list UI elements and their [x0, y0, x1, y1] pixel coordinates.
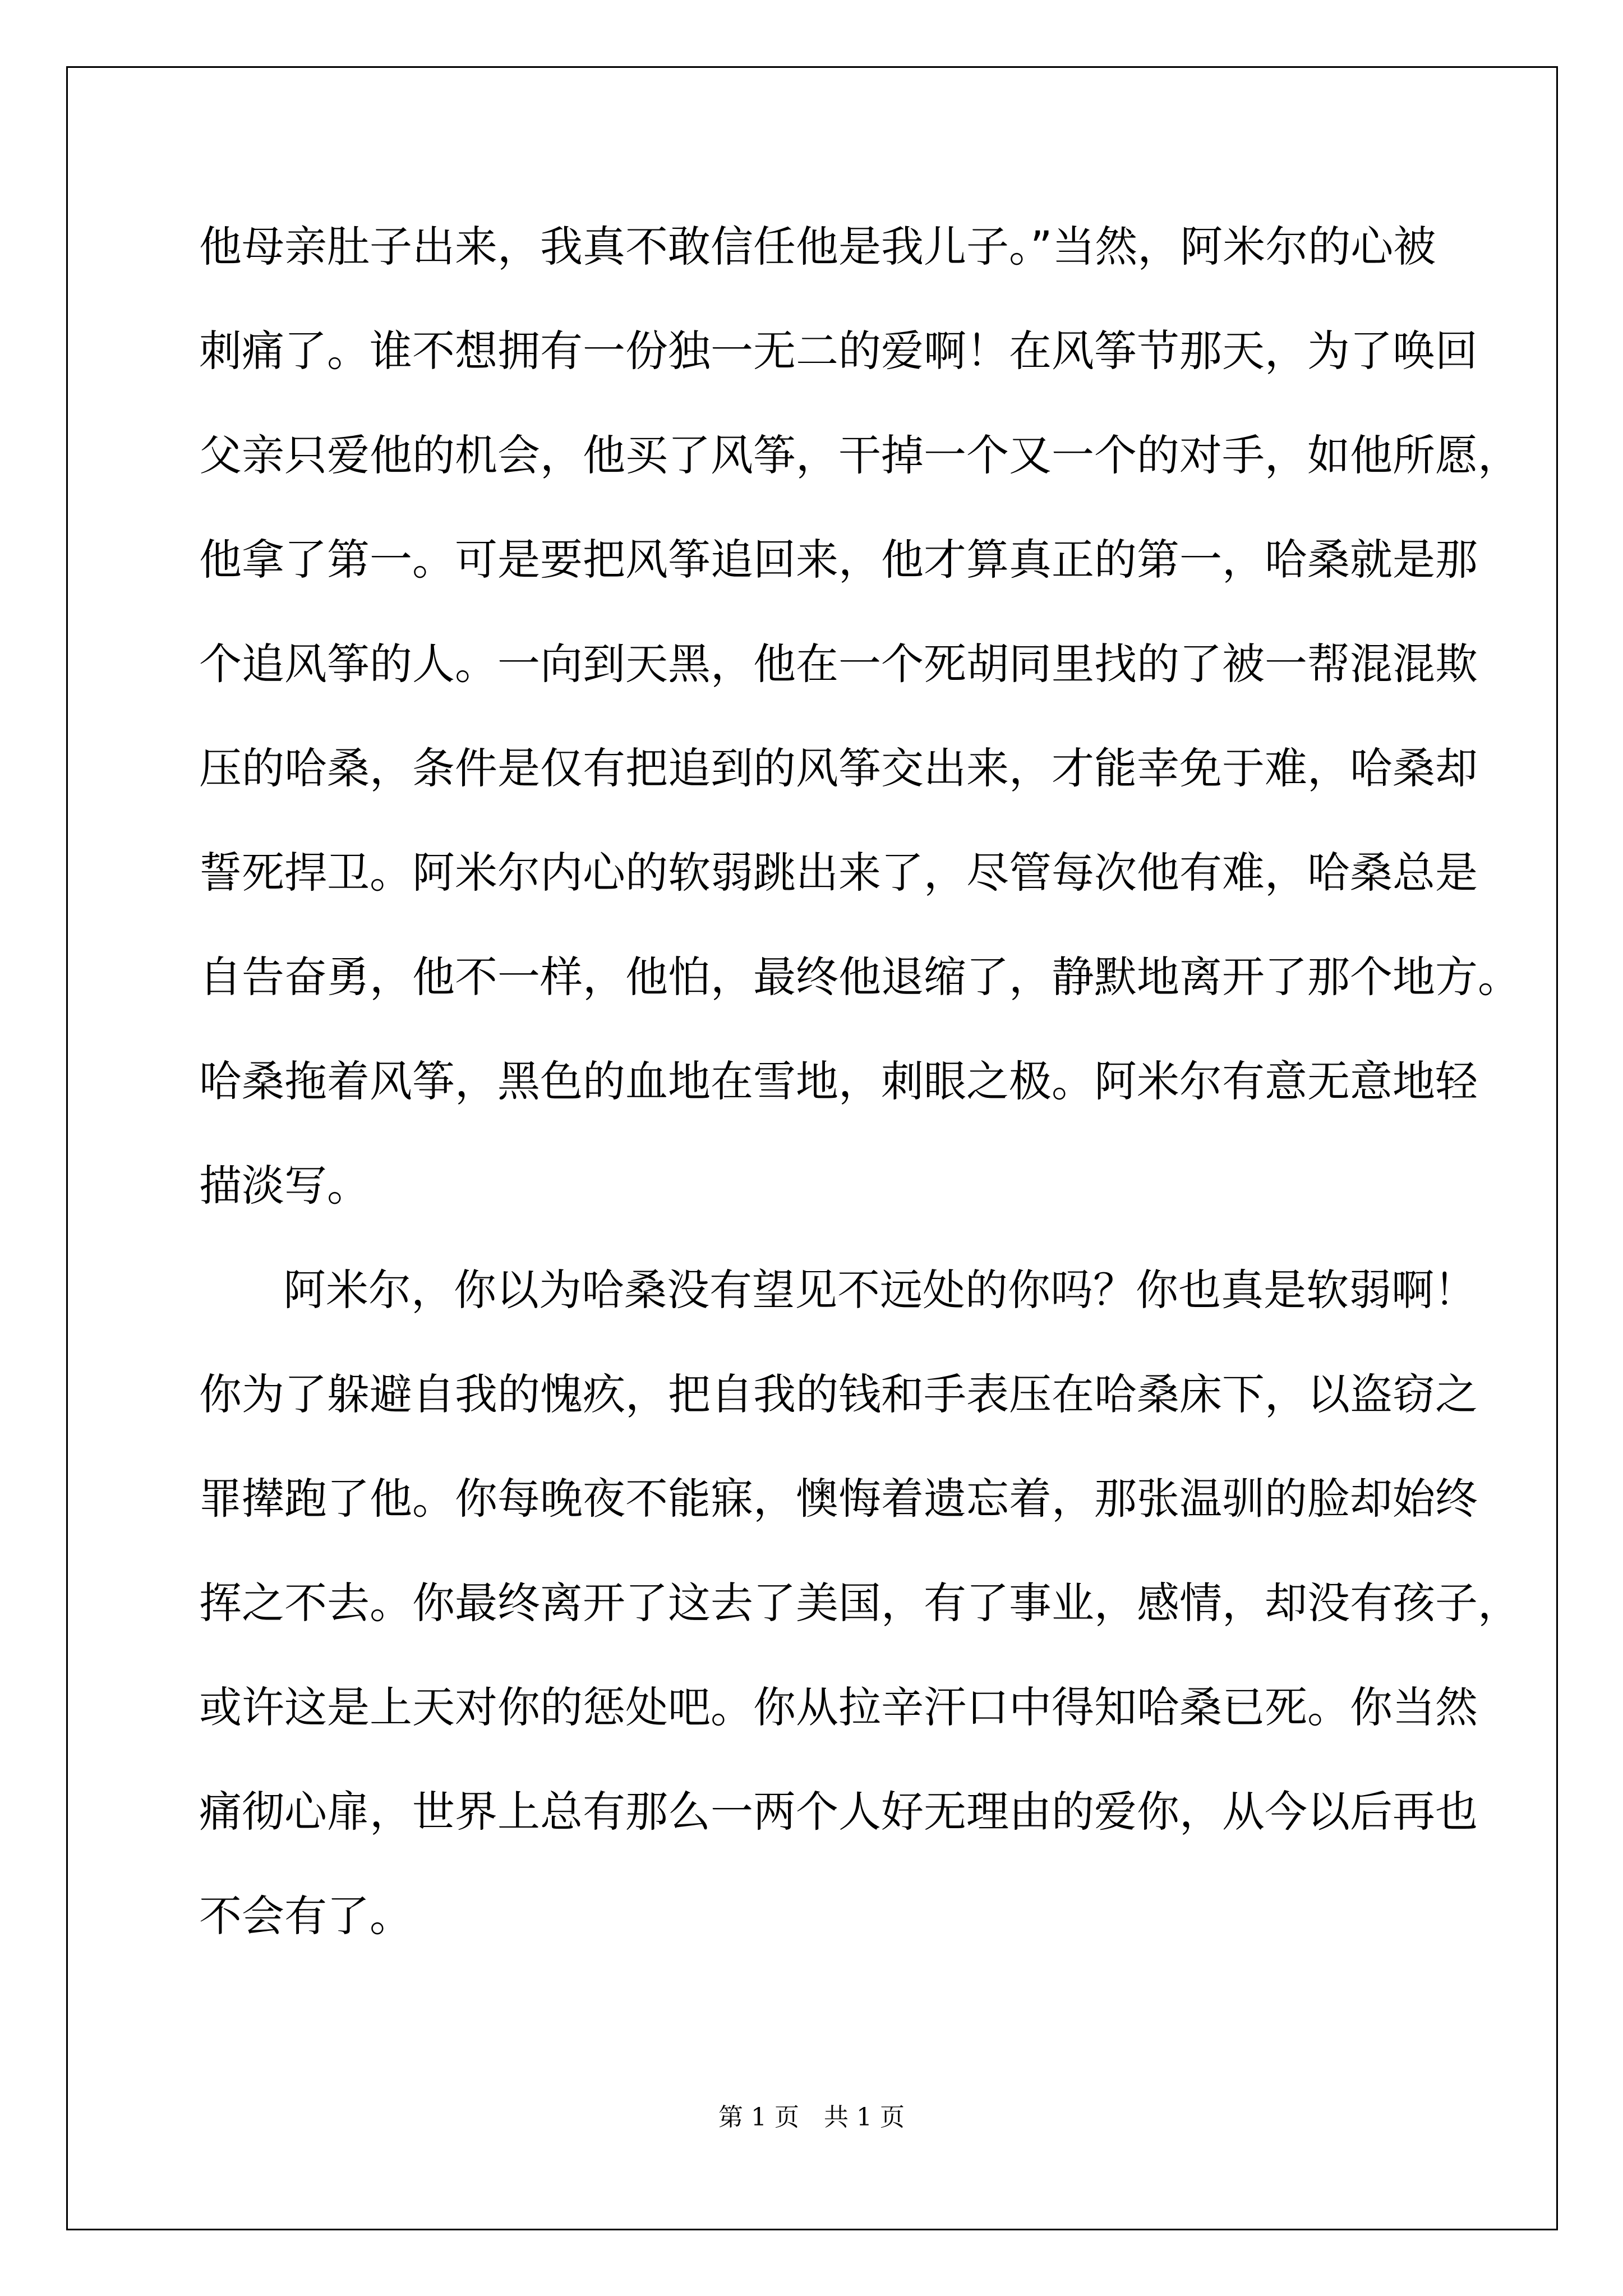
- paragraph-2-line-7: 不会有了。: [199, 1891, 412, 1941]
- paragraph-1-line-9: 哈桑拖着风筝，黑色的血地在雪地，刺眼之极。阿米尔有意无意地轻: [199, 1056, 1478, 1106]
- paragraph-1-line-6: 压的哈桑，条件是仅有把追到的风筝交出来，才能幸免于难，哈桑却: [199, 743, 1478, 793]
- paragraph-2-line-2: 你为了躲避自我的愧疚，把自我的钱和手表压在哈桑床下，以盗窃之: [199, 1369, 1478, 1419]
- paragraph-1-line-3: 父亲只爱他的机会，他买了风筝，干掉一个又一个的对手，如他所愿，: [199, 430, 1520, 480]
- document-body: [199, 222, 1520, 1995]
- paragraph-1-line-1: 他母亲肚子出来，我真不敢信任他是我儿子。”当然，阿米尔的心被: [199, 222, 1436, 272]
- paragraph-1-line-10: 描淡写。: [199, 1161, 370, 1211]
- paragraph-1-line-8: 自告奋勇，他不一样，他怕，最终他退缩了，静默地离开了那个地方。: [199, 952, 1520, 1002]
- paragraph-2-line-6: 痛彻心扉，世界上总有那么一两个人好无理由的爱你，从今以后再也: [199, 1787, 1478, 1837]
- paragraph-2-line-3: 罪撵跑了他。你每晚夜不能寐，懊悔着遗忘着，那张温驯的脸却始终: [199, 1474, 1478, 1524]
- paragraph-1-line-5: 个追风筝的人。一向到天黑，他在一个死胡同里找的了被一帮混混欺: [199, 639, 1478, 689]
- page-footer: 第 1 页 共 1 页: [718, 2103, 905, 2132]
- paragraph-2-line-5: 或许这是上天对你的惩处吧。你从拉辛汗口中得知哈桑已死。你当然: [199, 1682, 1478, 1732]
- paragraph-1-line-7: 誓死捍卫。阿米尔内心的软弱跳出来了，尽管每次他有难，哈桑总是: [199, 848, 1478, 898]
- paragraph-2-line-1: 阿米尔，你以为哈桑没有望见不远处的你吗？你也真是软弱啊！: [283, 1265, 1477, 1315]
- paragraph-2-line-4: 挥之不去。你最终离开了这去了美国，有了事业，感情，却没有孩子，: [199, 1578, 1520, 1628]
- paragraph-1-line-4: 他拿了第一。可是要把风筝追回来，他才算真正的第一，哈桑就是那: [199, 535, 1478, 585]
- paragraph-1-line-2: 刺痛了。谁不想拥有一份独一无二的爱啊！在风筝节那天，为了唤回: [199, 326, 1478, 376]
